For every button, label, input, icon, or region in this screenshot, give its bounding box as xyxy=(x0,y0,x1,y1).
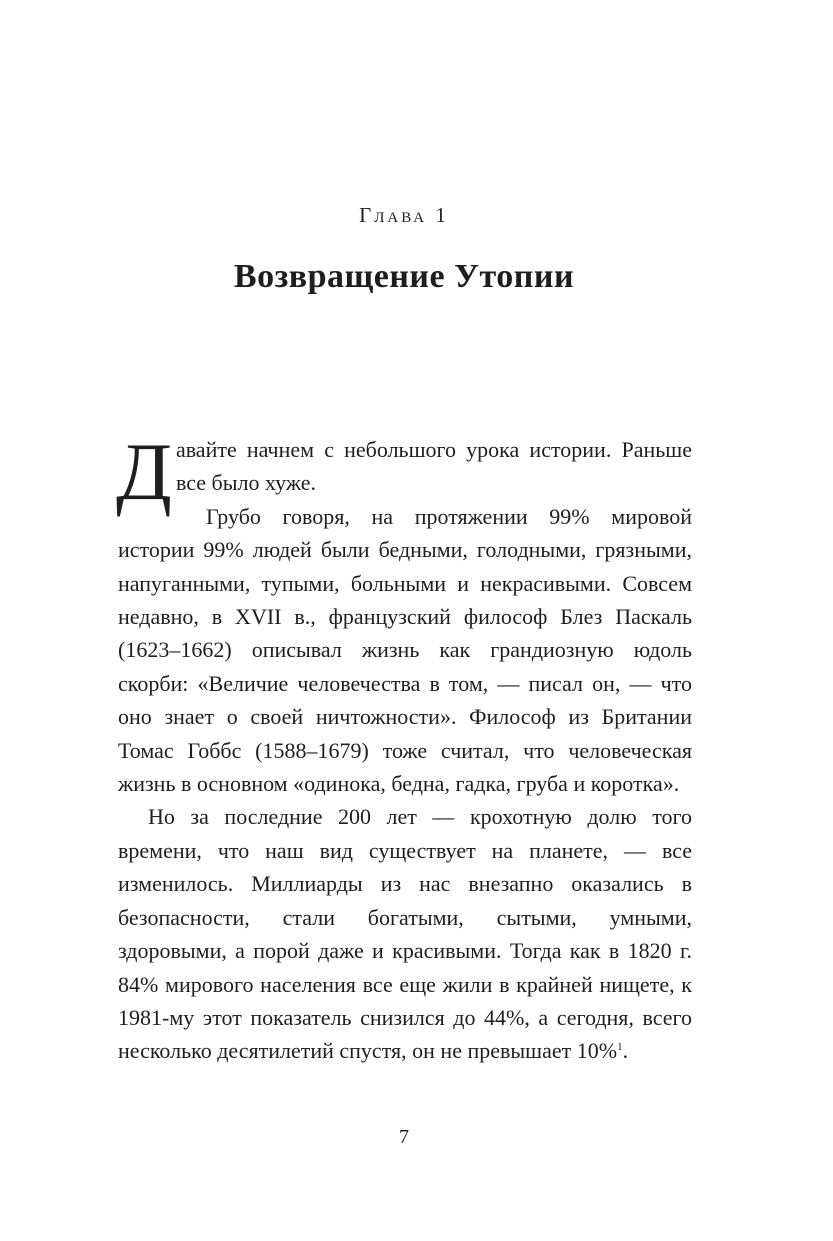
body-text xyxy=(116,426,692,1068)
paragraph-2: Грубо говоря, на протяжении 99% мировой истории 99% людей были бедными, голодными, грязными, напуганными, тупыми, больными и некрасивыми. Совсем недавно, в XVII в., французский философ Блез Паскаль (1623–1662) описывал жизнь как грандиозную юдоль скорби: «Величие человечества в том, — писал он, — что оно знает о своей ничтожности». Философ из Британии Томас Гоббс (1588–1679) тоже считал, что человеческая жизнь в основном «одинока, бедна, гадка, груба и коротка». xyxy=(118,503,692,797)
chapter-title: Возвращение Утопии xyxy=(233,258,575,295)
paragraph-3-text: Но за последние 200 лет — крохотную долю того времени, что наш вид существует на планете, — все изменилось. Миллиарды из нас внезапно оказались в безопасности, стали богатыми, сытыми, умными, здоровыми, а порой даже и красивыми. Тогда как в 1820 г. 84% мирового населения все еще жили в крайней нищете, к 1981-му этот показатель снизился до 44%, а сегодня, всего несколько десятилетий спустя, он не превышает 10% xyxy=(118,804,692,1064)
paragraph-3-end: . xyxy=(622,1038,629,1064)
paragraph-1-text: авайте начнем с небольшого урока истории. Раньше все было хуже. xyxy=(175,437,692,496)
paragraph-1 xyxy=(116,426,692,517)
chapter-label: Глава 1 xyxy=(359,203,449,227)
drop-cap: Д xyxy=(116,426,172,517)
page-number: 7 xyxy=(399,1126,409,1148)
paragraph-3 xyxy=(118,800,692,1067)
footnote-marker[interactable]: 1 xyxy=(617,1041,623,1054)
